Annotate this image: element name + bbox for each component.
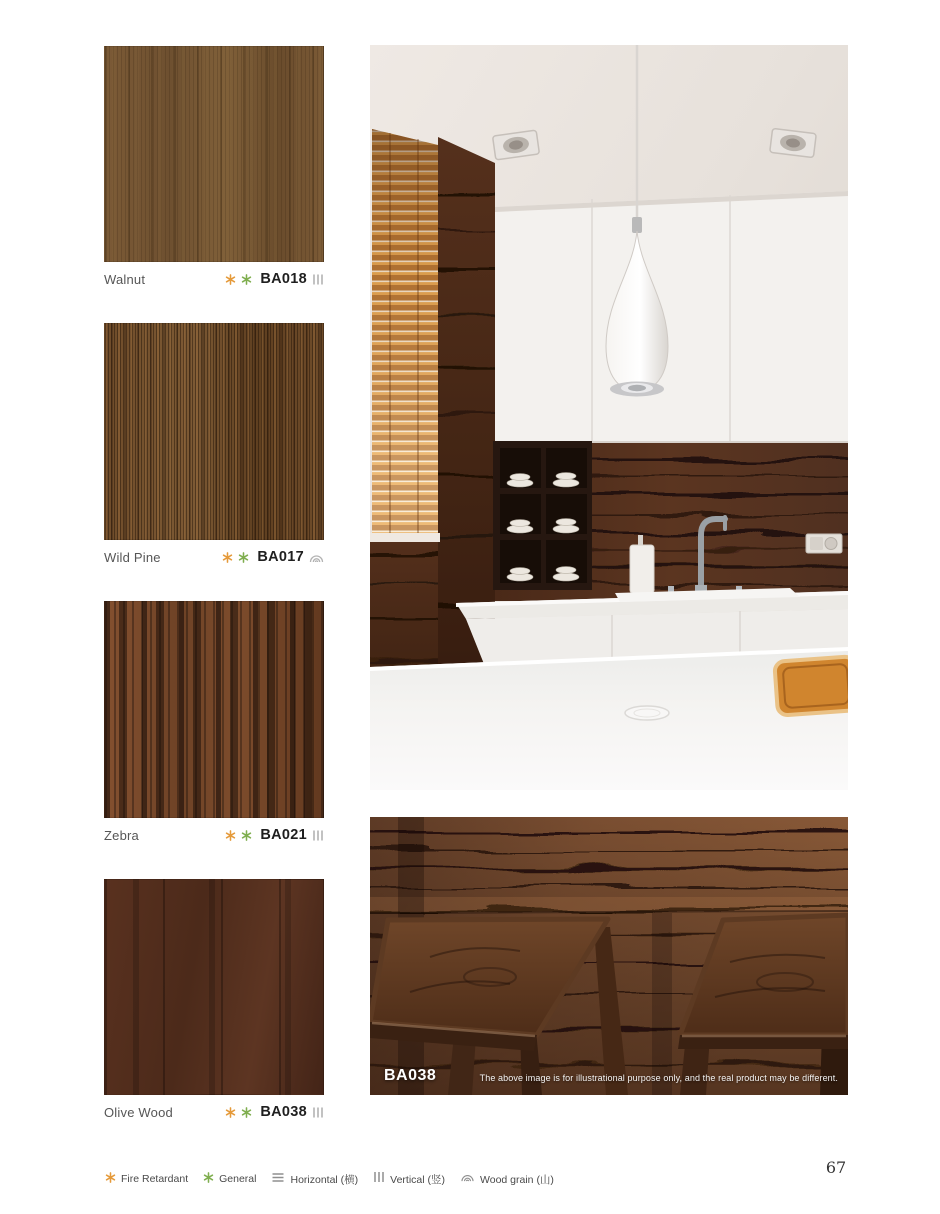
vertical-icon [312,1106,324,1119]
swatch-image-walnut [104,46,324,262]
stools-photo [370,817,848,1095]
general-icon [241,830,252,841]
page-number: 67 [825,1158,847,1177]
swatch-image-zebra [104,601,324,818]
swatch-label-row [104,268,324,290]
island-recess [625,706,669,720]
legend-item-fire-retardant [105,1170,188,1188]
upper-cabinets [495,191,848,445]
legend-label: Wood grain (山) [480,1173,554,1186]
fire-retardant-icon [222,552,233,563]
vertical-icon [312,273,324,286]
general-icon [241,274,252,285]
legend-item-horizontal [271,1170,358,1188]
swatch-image-olive-wood [104,879,324,1095]
swatch-code: BA017 [257,549,304,565]
general-icon [241,1107,252,1118]
legend-item-wood-grain [460,1170,554,1188]
fire-retardant-icon [225,274,236,285]
open-shelf-unit [493,441,592,590]
swatch-name: Olive Wood [104,1104,173,1120]
legend-item-vertical [373,1170,445,1188]
vertical-icon [312,829,324,842]
recessed-light-icon [493,130,540,160]
swatch-name: Wild Pine [104,549,161,565]
wood-grain-icon [309,551,324,564]
photo-disclaimer: The above image is for illustrational purpose only, and the real product may be different. [479,1073,838,1083]
vertical-icon [373,1170,385,1188]
window-sill [370,533,440,542]
photo-code-label: BA038 [384,1067,437,1084]
wood-grain-icon [460,1170,475,1188]
swatch-name: Zebra [104,827,139,843]
legend-label: Vertical (竖) [390,1173,446,1186]
legend-label: General [219,1173,257,1185]
legend-label: Fire Retardant [121,1173,189,1185]
fire-retardant-icon [225,830,236,841]
swatch-code: BA021 [260,827,307,843]
recessed-light-icon [770,128,817,157]
cutting-board [774,656,848,715]
horizontal-icon [271,1170,285,1188]
swatch-label-row [104,1101,324,1123]
general-icon [203,1170,214,1188]
wall-socket [806,534,842,553]
kitchen-photo [370,45,848,790]
legend-label: Horizontal (横) [290,1173,359,1186]
swatch-label-row [104,824,324,846]
swatch-code: BA038 [260,1104,307,1120]
legend-item-general [203,1170,256,1188]
swatch-image-wild-pine [104,323,324,540]
swatch-label-row [104,546,324,568]
general-icon [238,552,249,563]
legend-bar [105,1170,554,1188]
swatch-name: Walnut [104,271,146,287]
fire-retardant-icon [105,1170,116,1188]
fire-retardant-icon [225,1107,236,1118]
swatch-code: BA018 [260,271,307,287]
